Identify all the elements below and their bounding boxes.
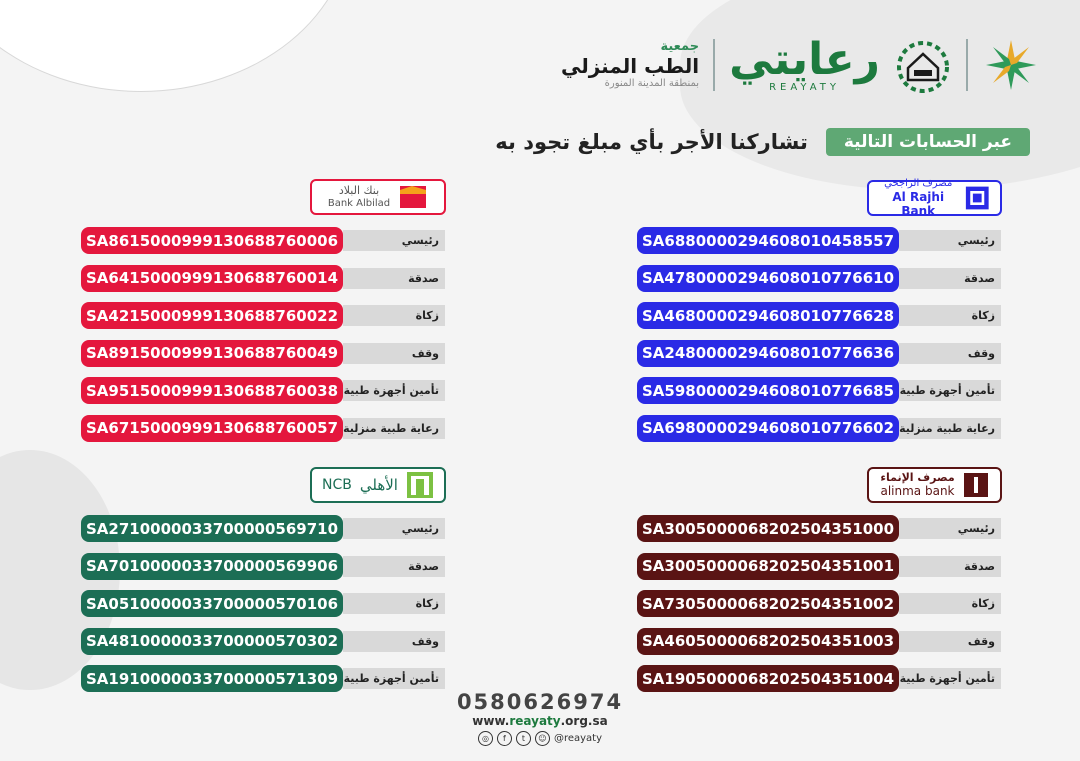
albilad-emblem-icon [398, 184, 428, 210]
account-row [81, 553, 445, 580]
social-handle: @reayaty [553, 733, 603, 744]
account-label: زكاة [899, 593, 1001, 614]
alinma-name-en: alinma bank [880, 484, 955, 499]
alinma-name-ar: مصرف الإنماء [880, 471, 955, 485]
divider [713, 39, 715, 91]
account-row [637, 415, 1001, 442]
account-label: وقف [343, 343, 445, 364]
divider [966, 39, 968, 91]
association-line3: بمنطقة المدينة المنورة [604, 78, 700, 90]
alrajhi-name-en: Al Rajhi Bank [892, 189, 945, 218]
iban-value[interactable]: SA9515000999130688760038 [81, 377, 343, 404]
iban-value[interactable]: SA2480000294608010776636 [637, 340, 899, 367]
account-label: وقف [899, 631, 1001, 652]
account-label: صدقة [899, 268, 1001, 289]
account-label: رئيسي [899, 518, 1001, 539]
account-row [637, 590, 1001, 617]
background-circle [0, 0, 352, 92]
account-row [637, 553, 1001, 580]
ncb-name-en: NCB [322, 477, 352, 493]
account-label: تأمين أجهزة طبية [343, 380, 445, 401]
footer [440, 690, 640, 746]
account-label: زكاة [343, 305, 445, 326]
iban-value[interactable]: SA6715000999130688760057 [81, 415, 343, 442]
account-label: زكاة [899, 305, 1001, 326]
account-label: رئيسي [343, 518, 445, 539]
ministry-star-icon [982, 36, 1040, 94]
ncb-emblem-icon [406, 471, 434, 499]
account-label: تأمين أجهزة طبية [899, 380, 1001, 401]
iban-value[interactable]: SA5980000294608010776685 [637, 377, 899, 404]
twitter-icon[interactable]: t [516, 731, 531, 746]
account-row [637, 227, 1001, 254]
brand-english: REAYATY [769, 81, 841, 93]
house-care-icon [894, 36, 952, 94]
iban-value[interactable]: SA6880000294608010458557 [637, 227, 899, 254]
account-row [81, 590, 445, 617]
account-label: صدقة [343, 268, 445, 289]
account-label: وقف [899, 343, 1001, 364]
donation-banner [495, 128, 1030, 156]
account-row [81, 628, 445, 655]
account-label: رئيسي [343, 230, 445, 251]
account-row [81, 302, 445, 329]
account-row [81, 265, 445, 292]
iban-value[interactable]: SA8615000999130688760006 [81, 227, 343, 254]
iban-value[interactable]: SA4605000068202504351003 [637, 628, 899, 655]
association-line1: جمعية [660, 39, 700, 55]
website-link[interactable] [440, 714, 640, 728]
albilad-name-en: Bank Albilad [327, 197, 391, 209]
ncb-accounts [81, 515, 445, 703]
account-row [81, 227, 445, 254]
iban-value[interactable]: SA3005000068202504351000 [637, 515, 899, 542]
header-logos [561, 30, 1040, 100]
iban-value[interactable]: SA4215000999130688760022 [81, 302, 343, 329]
account-row [81, 515, 445, 542]
iban-value[interactable]: SA4810000033700000570302 [81, 628, 343, 655]
banner-pill: عبر الحسابات التالية [826, 128, 1030, 156]
iban-value[interactable]: SA3005000068202504351001 [637, 553, 899, 580]
account-label: رئيسي [899, 230, 1001, 251]
iban-value[interactable]: SA0510000033700000570106 [81, 590, 343, 617]
alrajhi-logo [867, 177, 1002, 218]
ncb-logo [310, 467, 446, 503]
account-label: وقف [343, 631, 445, 652]
instagram-icon[interactable]: ◎ [478, 731, 493, 746]
brand-arabic: رعايتي [729, 33, 880, 85]
iban-value[interactable]: SA1905000068202504351004 [637, 665, 899, 692]
account-row [637, 628, 1001, 655]
iban-value[interactable]: SA2710000033700000569710 [81, 515, 343, 542]
account-row [637, 665, 1001, 692]
account-label: زكاة [343, 593, 445, 614]
iban-value[interactable]: SA7010000033700000569906 [81, 553, 343, 580]
account-row [81, 377, 445, 404]
account-row [637, 340, 1001, 367]
account-row [637, 265, 1001, 292]
web-suffix: .org.sa [560, 714, 608, 728]
account-label: رعاية طبية منزلية [899, 418, 1001, 439]
account-label: تأمين أجهزة طبية [899, 668, 1001, 689]
account-row [637, 302, 1001, 329]
iban-value[interactable]: SA6980000294608010776602 [637, 415, 899, 442]
iban-value[interactable]: SA6415000999130688760014 [81, 265, 343, 292]
albilad-accounts [81, 227, 445, 452]
account-row [81, 665, 445, 692]
alrajhi-emblem-icon [965, 184, 990, 212]
alinma-accounts [637, 515, 1001, 703]
brand-logo [729, 33, 880, 93]
banner-text: تشاركنا الأجر بأي مبلغ تجود به [495, 130, 808, 154]
web-prefix: www. [472, 714, 510, 728]
account-row [81, 415, 445, 442]
alinma-logo [867, 467, 1002, 503]
albilad-name-ar: بنك البلاد [338, 184, 380, 198]
account-label: صدقة [343, 556, 445, 577]
phone-number[interactable]: 0580626974 [456, 690, 624, 714]
account-row [637, 377, 1001, 404]
iban-value[interactable]: SA1910000033700000571309 [81, 665, 343, 692]
snapchat-icon[interactable]: ☺ [535, 731, 550, 746]
alrajhi-name-ar: مصرف الراجحي [884, 177, 953, 189]
facebook-icon[interactable]: f [497, 731, 512, 746]
account-row [637, 515, 1001, 542]
association-name [561, 40, 699, 89]
association-line2: الطب المنزلي [560, 54, 700, 79]
web-name: reayaty [509, 714, 561, 728]
alrajhi-accounts [637, 227, 1001, 452]
iban-value[interactable]: SA4780000294608010776610 [637, 265, 899, 292]
account-row [81, 340, 445, 367]
albilad-logo [310, 179, 446, 215]
account-label: رعاية طبية منزلية [343, 418, 445, 439]
account-label: تأمين أجهزة طبية [343, 668, 445, 689]
ncb-name-ar: الأهلي [359, 476, 398, 494]
iban-value[interactable]: SA4680000294608010776628 [637, 302, 899, 329]
iban-value[interactable]: SA7305000068202504351002 [637, 590, 899, 617]
iban-value[interactable]: SA8915000999130688760049 [81, 340, 343, 367]
account-label: صدقة [899, 556, 1001, 577]
alinma-emblem-icon [963, 472, 989, 498]
social-links [440, 731, 640, 746]
